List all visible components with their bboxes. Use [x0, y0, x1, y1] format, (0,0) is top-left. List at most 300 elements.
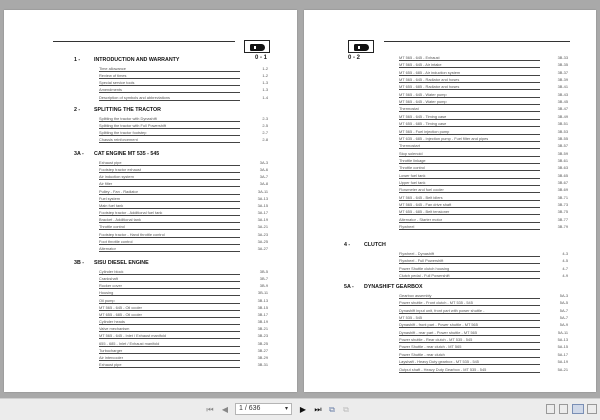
- leader-line: [99, 215, 240, 216]
- leader-line: [99, 194, 240, 195]
- toc-entry[interactable]: [399, 195, 568, 202]
- toc-entry-page: 3B-37: [557, 69, 568, 75]
- toc-entry-page: 1-4: [262, 94, 268, 100]
- toc-entry[interactable]: [99, 341, 268, 348]
- toc-entry-page: 3B-17: [257, 311, 268, 317]
- toc-entry[interactable]: [399, 300, 568, 307]
- leader-line: [99, 128, 240, 129]
- next-view-icon[interactable]: ⧉: [343, 405, 349, 414]
- leader-line: [99, 201, 240, 202]
- leader-line: [399, 357, 540, 358]
- leader-line: [399, 111, 540, 112]
- toc-entry-page: 3B-69: [557, 187, 568, 193]
- previous-view-icon[interactable]: ⧉: [329, 405, 335, 414]
- toc-entry[interactable]: [399, 114, 568, 121]
- toc-entry[interactable]: [99, 181, 268, 188]
- toc-entry[interactable]: [99, 298, 268, 305]
- toc-entry-title: Power Shuttle - rear clutch: [399, 351, 445, 357]
- toc-entry-title: Output shaft - Heavy Duty Gearbox - MT 535 - 545: [399, 366, 487, 372]
- toc-entry-title: Dynashift - rear part - Power shuttle - MT 565: [399, 329, 477, 335]
- toc-entry[interactable]: [99, 276, 268, 283]
- leader-line: [399, 170, 540, 171]
- toc-entry[interactable]: [399, 315, 568, 322]
- tractor-logo-icon: [244, 40, 270, 53]
- toc-entry-page: 5A-11: [557, 329, 568, 335]
- toc-entry-page: 3A-8: [259, 181, 268, 187]
- toc-entry[interactable]: [399, 273, 568, 280]
- leader-line: [399, 207, 540, 208]
- toc-entry-page: 2-7: [262, 130, 268, 136]
- toc-entry[interactable]: [99, 326, 268, 333]
- toc-entry-title: Dynashift input unit, front part with power shuttle -: [399, 307, 485, 313]
- toc-entry-title: Chassis reinforcement: [99, 137, 138, 143]
- leader-line: [99, 281, 240, 282]
- page-number-value: 1 / 636: [239, 405, 261, 412]
- toc-entry-title: Flywheel: [399, 224, 415, 230]
- toc-entry-page: 3B-5: [259, 269, 268, 274]
- toc-entry-title: Time allowance: [99, 66, 126, 71]
- toc-entry[interactable]: [399, 151, 568, 158]
- leader-line: [399, 335, 540, 336]
- leader-line: [99, 331, 240, 332]
- toc-entry[interactable]: [399, 251, 568, 258]
- toc-entry-title: MT 565 - 645 - Radiator and hoses: [399, 77, 460, 83]
- toc-entry-page: 3A-6: [259, 167, 268, 173]
- toc-entry-page: 5A-17: [557, 351, 568, 357]
- section-number: 5A -: [344, 284, 354, 290]
- toc-entry-title: Splitting the tractor footstep: [99, 130, 147, 136]
- toc-entry-title: Layshaft - Heavy Duty gearbox - MT 535 - 545: [399, 359, 479, 365]
- toc-entry-page: 3B-23: [257, 333, 268, 339]
- toc-entry[interactable]: [99, 333, 268, 340]
- toc-entry[interactable]: [99, 348, 268, 355]
- toc-entry-page: 2-8: [262, 137, 268, 143]
- toc-entry-title: MT 565 - 645 - Exhaust: [399, 55, 440, 60]
- toc-entry-page: 3B-21: [257, 326, 268, 332]
- leader-line: [399, 229, 540, 230]
- toc-entry[interactable]: [99, 73, 268, 80]
- next-page-icon[interactable]: ▶: [299, 405, 307, 414]
- toc-entry-page: 3A-13: [257, 195, 268, 201]
- leader-line: [99, 165, 240, 166]
- toc-entry[interactable]: [399, 55, 568, 62]
- toc-entry-page: 3B-19: [257, 319, 268, 325]
- section-number: 2 -: [74, 107, 81, 113]
- leader-line: [99, 295, 240, 296]
- toc-entry-page: 3B-27: [257, 347, 268, 353]
- page-number-input[interactable]: [235, 403, 292, 415]
- leader-line: [399, 349, 540, 350]
- leader-line: [99, 274, 240, 275]
- toc-entry-page: 3A-15: [257, 202, 268, 208]
- toc-entry-page: 3B-29: [257, 354, 268, 360]
- toc-entry-title: Special service tools: [99, 80, 135, 86]
- toc-entry[interactable]: [99, 355, 268, 362]
- toc-entry-page: 3B-73: [557, 202, 568, 207]
- toc-entry[interactable]: [399, 367, 568, 374]
- toc-entry-title: Rocker cover: [99, 283, 122, 289]
- toc-entry[interactable]: [399, 106, 568, 113]
- toc-entry[interactable]: [99, 246, 268, 253]
- toc-entry[interactable]: [99, 305, 268, 312]
- leader-line: [99, 135, 240, 136]
- toc-entry-title: Air induction system: [99, 174, 134, 180]
- toc-entry-page: 4-9: [562, 273, 568, 279]
- toc-entry[interactable]: [399, 165, 568, 172]
- single-page-view-button[interactable]: [546, 404, 555, 414]
- toc-entry[interactable]: [99, 269, 268, 276]
- section-heading[interactable]: [74, 151, 159, 157]
- toc-entry-page: 3A-23: [257, 231, 268, 237]
- leader-line: [99, 172, 240, 173]
- toc-entry[interactable]: [399, 322, 568, 329]
- document-page-left: [4, 10, 297, 392]
- toc-entry-page: 3A-11: [257, 188, 268, 194]
- toc-entry[interactable]: [99, 167, 268, 174]
- toc-entry-page: 4-3: [562, 251, 568, 256]
- toc-entry[interactable]: [99, 232, 268, 239]
- skip-to-end-icon[interactable]: ⏭: [314, 405, 322, 414]
- toc-entry-title: Lower fuel tank: [399, 172, 426, 178]
- toc-entry-page: 1-2: [262, 66, 268, 71]
- toc-entry[interactable]: [99, 362, 268, 369]
- leader-line: [99, 78, 240, 79]
- leader-line: [399, 364, 540, 365]
- toc-entry-page: 5A-15: [557, 344, 568, 350]
- toc-entry-page: 5A-9: [559, 322, 568, 328]
- leader-line: [99, 353, 240, 354]
- tractor-logo-icon: [348, 40, 374, 53]
- leader-line: [399, 163, 540, 164]
- toc-entry-title: MT 535 - 545: [399, 315, 423, 321]
- toc-entry[interactable]: [399, 173, 568, 180]
- toc-entry[interactable]: [399, 187, 568, 194]
- toc-entry[interactable]: [99, 196, 268, 203]
- section-title: DYNASHIFT GEARBOX: [364, 284, 423, 290]
- toc-entry-page: 3B-35: [557, 62, 568, 68]
- toc-entry-page: 3B-63: [557, 165, 568, 171]
- toc-entry-page: 3A-7: [259, 174, 268, 180]
- toc-entry-title: Pulley - Fan - Radiator: [99, 188, 138, 194]
- toc-entry-title: Air filter: [99, 181, 113, 187]
- leader-line: [99, 367, 240, 368]
- toc-entry-title: MT 655 - 685 - Oil cooler: [99, 311, 142, 317]
- toc-entry-title: Power Shuttle clutch housing: [399, 265, 450, 271]
- dropdown-arrow-icon[interactable]: ▾: [284, 406, 288, 412]
- leader-line: [99, 310, 240, 311]
- toc-entry-title: Flowmeter and fuel cooler: [399, 187, 444, 193]
- toc-entry-page: 3A-27: [257, 245, 268, 251]
- toc-entry-page: 3A-21: [257, 224, 268, 230]
- leader-line: [399, 278, 540, 279]
- section-number: 4 -: [344, 242, 351, 248]
- toc-entry-page: 5A-3: [559, 293, 568, 298]
- toc-entry[interactable]: [399, 293, 568, 300]
- leader-line: [99, 100, 240, 101]
- toc-entry-page: 1-3: [262, 87, 268, 93]
- toc-entry[interactable]: [99, 189, 268, 196]
- toc-entry[interactable]: [99, 80, 268, 87]
- toc-entry-title: Power shuttle - Rear clutch - MT 535 - 545: [399, 337, 473, 343]
- toc-entry[interactable]: [399, 62, 568, 69]
- toc-entry-title: Housing: [99, 290, 114, 296]
- toc-entry[interactable]: [99, 116, 268, 123]
- toc-entry-page: 3B-65: [557, 172, 568, 178]
- toc-entry[interactable]: [399, 337, 568, 344]
- leader-line: [399, 60, 540, 61]
- toc-entry-title: Oil pump: [99, 297, 115, 303]
- toc-entry-title: MT 565 - 645 - Water pump: [399, 91, 447, 97]
- toc-entry[interactable]: [99, 66, 268, 73]
- toc-entry[interactable]: [399, 359, 568, 366]
- toc-entry[interactable]: [399, 344, 568, 351]
- toc-entry-title: MT 565 - 645 - Timing case: [399, 113, 447, 119]
- toc-entry-page: 3A-19: [257, 217, 268, 223]
- toc-entry[interactable]: [99, 290, 268, 297]
- toc-entry-page: 5A-13: [557, 337, 568, 343]
- toc-entry-title: MT 565 - Fuel injection pump: [399, 128, 450, 134]
- toc-entry[interactable]: [399, 224, 568, 231]
- leader-line: [99, 208, 240, 209]
- toc-entry[interactable]: [399, 308, 568, 315]
- toc-entry-page: 3A-3: [259, 160, 268, 165]
- leader-line: [399, 97, 540, 98]
- toc-entry-title: Throttle control: [399, 165, 425, 171]
- toc-entry-title: Footstep tractor - Hand throttle control: [99, 231, 165, 237]
- leader-line: [399, 75, 540, 76]
- toc-entry-title: MT 655 - 685 - Air induction system: [399, 69, 461, 75]
- toc-entry-title: Crankshaft: [99, 276, 118, 282]
- toc-entry-title: Power Shuttle - rear clutch - MT 565: [399, 344, 462, 350]
- toc-entry-page: 3B-71: [557, 194, 568, 200]
- toc-entry-page: 4-7: [562, 265, 568, 271]
- section-title: CAT ENGINE MT 535 - 545: [94, 151, 160, 157]
- leader-line: [399, 89, 540, 90]
- leader-line: [99, 71, 240, 72]
- leader-line: [399, 256, 540, 257]
- section-heading[interactable]: [344, 242, 386, 248]
- toc-entry-title: Thermostart: [399, 143, 420, 149]
- toc-entry-title: Dynashift - front part - Power shuttle - MT 565: [399, 322, 478, 328]
- toc-entry-page: 3B-53: [557, 128, 568, 134]
- toc-entry[interactable]: [99, 210, 268, 217]
- toc-entry-page: 3B-9: [259, 283, 268, 289]
- leader-line: [99, 142, 240, 143]
- leader-line: [99, 251, 240, 252]
- leader-line: [399, 119, 540, 120]
- toc-entry[interactable]: [399, 121, 568, 128]
- toc-entry[interactable]: [99, 239, 268, 246]
- toc-entry-page: 5A-7: [559, 315, 568, 321]
- section-title: SISU DIESEL ENGINE: [94, 260, 149, 266]
- leader-line: [399, 342, 540, 343]
- toc-entry-page: 3B-55: [557, 135, 568, 141]
- leader-line: [399, 305, 540, 306]
- toc-entry-page: 3A-17: [257, 210, 268, 216]
- leader-line: [399, 178, 540, 179]
- toc-entry-title: Upper fuel tank: [399, 179, 426, 185]
- toc-entry-page: 3B-49: [557, 113, 568, 119]
- leader-line: [99, 244, 240, 245]
- toc-entry-page: 3B-77: [557, 216, 568, 222]
- leader-line: [99, 179, 240, 180]
- leader-line: [399, 271, 540, 272]
- toc-entry-title: Cylinder heads: [99, 319, 125, 325]
- leader-line: [399, 82, 540, 83]
- section-heading[interactable]: [74, 57, 179, 63]
- toc-entry-title: Splitting the tractor with Dynashift: [99, 116, 157, 121]
- toc-entry[interactable]: [99, 160, 268, 167]
- leader-line: [99, 324, 240, 325]
- toc-entry-title: Footstep tractor - Additional fuel tank: [99, 210, 163, 216]
- toc-entry[interactable]: [99, 217, 268, 224]
- toc-entry-page: 3B-11: [257, 290, 268, 296]
- toc-entry[interactable]: [399, 330, 568, 337]
- toc-entry-page: 3B-7: [259, 276, 268, 282]
- toc-entry-page: 2-3: [262, 116, 268, 121]
- toc-entry-title: Turbocharger: [99, 347, 123, 353]
- toc-entry-title: Main fuel tank: [99, 202, 124, 208]
- section-heading[interactable]: [344, 284, 423, 290]
- toc-entry-page: 3B-25: [257, 340, 268, 346]
- toc-entry-page: 3A-25: [257, 238, 268, 244]
- leader-line: [99, 121, 240, 122]
- toc-entry[interactable]: [99, 130, 268, 137]
- toc-entry[interactable]: [399, 92, 568, 99]
- toc-entry-title: Cylinder block: [99, 269, 124, 274]
- toc-entry[interactable]: [399, 209, 568, 216]
- toc-entry[interactable]: [99, 203, 268, 210]
- toc-entry-page: 5A-21: [557, 366, 568, 372]
- section-title: SPLITTING THE TRACTOR: [94, 107, 161, 113]
- two-page-view-button[interactable]: [572, 404, 584, 414]
- toc-entry-title: Flywheel - Dynashift: [399, 251, 435, 256]
- leader-line: [99, 85, 240, 86]
- toc-entry-title: MT 565 - 645 - Fan drive shaft: [399, 202, 452, 207]
- toc-entry[interactable]: [399, 129, 568, 136]
- toc-entry-page: 2-5: [262, 123, 268, 129]
- toc-entry-page: 3B-33: [557, 55, 568, 60]
- toc-entry[interactable]: [399, 136, 568, 143]
- toc-entry-title: MT 565 - 645 - Water pump: [399, 99, 447, 105]
- skip-to-start-icon[interactable]: ⏮: [206, 405, 214, 414]
- toc-entry[interactable]: [99, 224, 268, 231]
- toc-entry[interactable]: [99, 312, 268, 319]
- header-rule: [53, 41, 235, 42]
- leader-line: [99, 237, 240, 238]
- toc-entry-title: Alternator - Starter motor: [399, 216, 443, 222]
- toc-entry-page: 3B-43: [557, 91, 568, 97]
- toc-entry[interactable]: [99, 174, 268, 181]
- toc-entry-title: Footstep tractor exhaust: [99, 167, 141, 173]
- leader-line: [399, 126, 540, 127]
- toc-entry-title: Flywheel - Full Powershift: [399, 258, 444, 264]
- toc-entry[interactable]: [399, 99, 568, 106]
- toc-entry-page: 3B-41: [557, 84, 568, 90]
- toc-entry[interactable]: [99, 283, 268, 290]
- toc-entry-page: 1-3: [262, 80, 268, 86]
- leader-line: [399, 192, 540, 193]
- two-page-continuous-view-button[interactable]: [587, 404, 597, 414]
- leader-line: [399, 320, 540, 321]
- leader-line: [99, 317, 240, 318]
- toc-entry-title: Review of times: [99, 73, 127, 79]
- toc-entry[interactable]: [399, 258, 568, 265]
- toc-entry-title: MT 635 - 685 - Injection pump - Fuel filter and pipes: [399, 135, 489, 141]
- toc-entry-page: 5A-19: [557, 359, 568, 365]
- toc-entry[interactable]: [99, 87, 268, 94]
- leader-line: [99, 360, 240, 361]
- toc-entry[interactable]: [399, 202, 568, 209]
- toc-entry[interactable]: [399, 180, 568, 187]
- toc-entry-title: MT 655 - 685 - Belt tensioner: [399, 209, 450, 215]
- toc-entry-title: 655 - 685 - Inlet / Exhaust manifold: [99, 340, 160, 346]
- toc-entry[interactable]: [399, 352, 568, 359]
- leader-line: [399, 200, 540, 201]
- leader-line: [399, 214, 540, 215]
- toc-entry-title: MT 655 - 685 - Timing case: [399, 121, 447, 127]
- toc-entry-page: 5A-7: [559, 307, 568, 313]
- toc-entry[interactable]: [399, 158, 568, 165]
- toc-entry[interactable]: [99, 95, 268, 102]
- toc-entry-title: MT 565 - 645 - Inlet / Exhaust manifold: [99, 333, 166, 339]
- toc-entry-title: Thermostat: [399, 106, 419, 112]
- toc-entry-page: 3B-75: [557, 209, 568, 215]
- section-heading[interactable]: [74, 107, 161, 113]
- previous-page-icon[interactable]: ◀: [221, 405, 229, 414]
- toc-entry-title: Air intercooler: [99, 354, 124, 360]
- leader-line: [99, 303, 240, 304]
- viewer-toolbar: [0, 398, 600, 420]
- toc-entry[interactable]: [399, 266, 568, 273]
- toc-entry[interactable]: [99, 123, 268, 130]
- toc-entry-page: 3B-13: [257, 297, 268, 303]
- section-heading[interactable]: [74, 260, 149, 266]
- leader-line: [399, 327, 540, 328]
- leader-line: [99, 346, 240, 347]
- toc-entry-page: 3B-61: [557, 157, 568, 163]
- leader-line: [399, 156, 540, 157]
- toc-entry-title: Power shuttle - Front clutch - MT 535 - 545: [399, 300, 473, 306]
- toc-entry[interactable]: [399, 217, 568, 224]
- toc-entry-page: 5A-5: [559, 300, 568, 306]
- toc-entry[interactable]: [399, 143, 568, 150]
- section-title: CLUTCH: [364, 242, 386, 248]
- toc-entry[interactable]: [99, 137, 268, 144]
- leader-line: [399, 148, 540, 149]
- continuous-view-button[interactable]: [559, 404, 568, 414]
- leader-line: [99, 338, 240, 339]
- toc-entry[interactable]: [399, 84, 568, 91]
- toc-entry-title: Exhaust pipe: [99, 160, 122, 165]
- header-rule: [384, 41, 570, 42]
- leader-line: [399, 134, 540, 135]
- toc-entry-page: 4-5: [562, 258, 568, 264]
- toc-entry[interactable]: [399, 77, 568, 84]
- leader-line: [399, 141, 540, 142]
- toc-entry-title: Fuel system: [99, 195, 120, 201]
- toc-entry[interactable]: [399, 70, 568, 77]
- toc-entry-title: Description of symbols and abbreviations: [99, 94, 170, 100]
- toc-entry[interactable]: [99, 319, 268, 326]
- toc-entry-title: Amendments: [99, 87, 122, 93]
- toc-entry-title: Bracket - Additional tank: [99, 217, 141, 223]
- section-number: 3B -: [74, 260, 85, 266]
- document-page-right: [304, 10, 596, 392]
- toc-entry-page: 3B-31: [257, 361, 268, 367]
- toc-entry-page: 3B-59: [557, 150, 568, 156]
- leader-line: [99, 222, 240, 223]
